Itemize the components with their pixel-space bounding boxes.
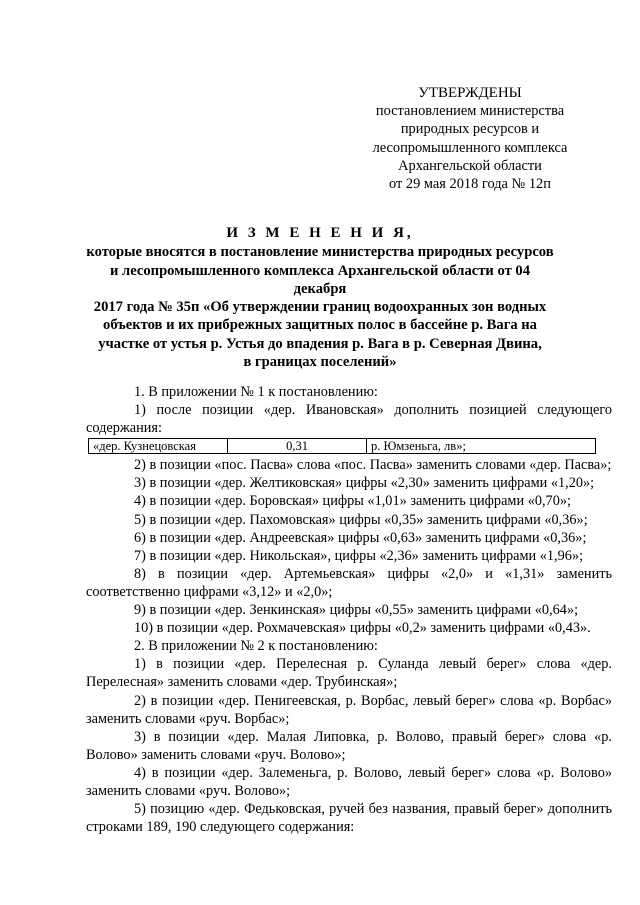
approval-line: Архангельской области bbox=[398, 157, 542, 174]
approval-stamp: УТВЕРЖДЕНЫ bbox=[418, 85, 522, 101]
heading-line: и лесопромышленного комплекса Архангельской области от 04 декабря bbox=[109, 262, 531, 297]
paragraph: 4) в позиции «дер. Залеменьга, р. Волово, левый берег» слова «р. Волово» заменить словами «руч. Волово»; bbox=[86, 764, 612, 799]
approval-block bbox=[330, 84, 610, 193]
paragraph: 1) в позиции «дер. Перелесная р. Суланда левый берег» слова «дер. Перелесная» заменить словами «дер. Трубинская»; bbox=[86, 656, 612, 691]
heading-line: 2017 года № 35п «Об утверждении границ водоохранных зон водных bbox=[93, 299, 547, 316]
table-cell-water-body: р. Юмзеньга, лв»; bbox=[367, 439, 596, 454]
paragraph: 3) в позиции «дер. Малая Липовка, р. Волово, правый берег» слова «р. Волово» заменить словами «руч. Волово»; bbox=[86, 728, 612, 763]
section-1-title: 1. В приложении № 1 к постановлению: bbox=[134, 384, 378, 400]
paragraph: 2) в позиции «пос. Пасва» слова «пос. Пасва» заменить словами «дер. Пасва»; bbox=[134, 457, 612, 474]
heading-line: участке от устья р. Устья до впадения р. Вага в р. Северная Двина, bbox=[98, 335, 542, 352]
paragraph: 8) в позиции «дер. Артемьевская» цифры «2,0» и «1,31» заменить соответственно цифрами «3,12» и «2,0»; bbox=[86, 565, 612, 600]
heading-line: в границах поселений» bbox=[243, 354, 397, 371]
paragraph: 1) после позиции «дер. Ивановская» дополнить позицией следующего содержания: bbox=[86, 402, 612, 437]
approval-date: от 29 мая 2018 года № 12п bbox=[389, 176, 551, 193]
approval-line: постановлением министерства bbox=[375, 103, 565, 120]
paragraph: 5) в позиции «дер. Пахомовская» цифры «0,35» заменить цифрами «0,36»; bbox=[134, 511, 588, 528]
insert-table bbox=[88, 438, 596, 454]
heading-line: объектов и их прибрежных защитных полос в бассейне р. Вага на bbox=[103, 317, 537, 334]
document-title: И З М Е Н Е Н И Я, bbox=[226, 225, 414, 241]
paragraph: 7) в позиции «дер. Никольская», цифры «2,36» заменить цифрами «1,96»; bbox=[134, 547, 584, 564]
document-heading bbox=[86, 224, 554, 371]
approval-line: лесопромышленного комплекса bbox=[372, 139, 568, 156]
paragraph: 3) в позиции «дер. Желтиковская» цифры «2,30» заменить цифрами «1,20»; bbox=[134, 475, 595, 492]
table-cell-settlement: «дер. Кузнецовская bbox=[89, 439, 228, 454]
paragraph: 4) в позиции «дер. Боровская» цифры «1,01» заменить цифрами «0,70»; bbox=[134, 493, 571, 510]
table-row bbox=[89, 439, 596, 454]
document-body bbox=[86, 383, 612, 836]
paragraph: 10) в позиции «дер. Рохмачевская» цифры «0,2» заменить цифрами «0,43». bbox=[134, 620, 591, 637]
paragraph: 5) позицию «дер. Федьковская, ручей без названия, правый берег» дополнить строками 189, 190 следующего содержания: bbox=[86, 801, 612, 836]
paragraph: 9) в позиции «дер. Зенкинская» цифры «0,55» заменить цифрами «0,64»; bbox=[134, 602, 579, 619]
approval-line: природных ресурсов и bbox=[400, 121, 540, 138]
paragraph: 6) в позиции «дер. Андреевская» цифры «0,63» заменить цифрами «0,36»; bbox=[134, 529, 587, 546]
paragraph: 2) в позиции «дер. Пенигеевская, р. Ворбас, левый берег» слова «р. Ворбас» заменить словами «руч. Ворбас»; bbox=[86, 692, 612, 727]
heading-line: которые вносятся в постановление министерства природных ресурсов bbox=[86, 244, 554, 261]
section-2-title: 2. В приложении № 2 к постановлению: bbox=[134, 638, 378, 655]
table-cell-value: 0,31 bbox=[228, 439, 367, 454]
